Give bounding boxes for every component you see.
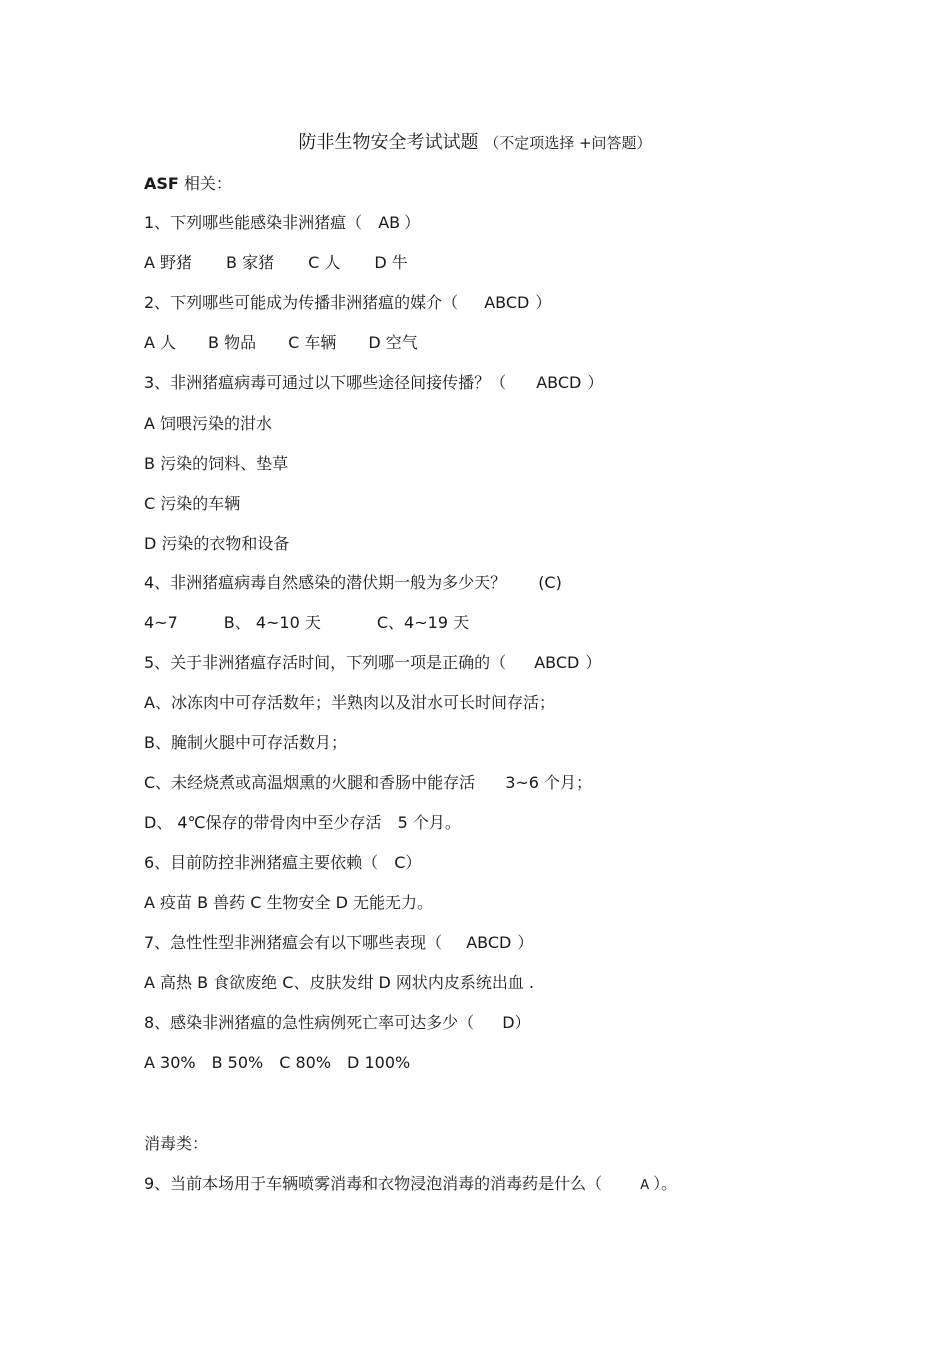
- section-asf-rest: 相关：: [178, 174, 232, 193]
- option: C、4~19 天: [376, 613, 470, 632]
- question-9: 9、当前本场用于车辆喷雾消毒和衣物浸泡消毒的消毒药是什么（ A ）。: [144, 1174, 678, 1193]
- question-stem: 4、非洲猪瘟病毒自然感染的潜伏期一般为多少天？: [144, 573, 507, 592]
- question-5-option-b: B、腌制火腿中可存活数月；: [144, 733, 347, 752]
- question-5: 5、关于非洲猪瘟存活时间，下列哪一项是正确的（ ABCD ）: [144, 653, 602, 672]
- option: C 人: [308, 253, 341, 272]
- question-stem: 5、关于非洲猪瘟存活时间，下列哪一项是正确的（: [144, 653, 507, 672]
- document-title: [0, 128, 950, 154]
- question-3-option-d: D 污染的衣物和设备: [144, 534, 290, 553]
- question-7: 7、急性性型非洲猪瘟会有以下哪些表现（ ABCD ）: [144, 933, 534, 952]
- option: D 100%: [347, 1053, 411, 1072]
- question-answer: ABCD: [484, 293, 530, 312]
- question-answer: ABCD: [536, 373, 582, 392]
- question-5-option-c: C、未经烧煮或高温烟熏的火腿和香肠中能存活 3~6 个月；: [144, 773, 593, 792]
- question-stem: 8、感染非洲猪瘟的急性病例死亡率可达多少（: [144, 1013, 475, 1032]
- option: A 野猪: [144, 253, 193, 272]
- question-6: 6、目前防控非洲猪瘟主要依赖（ C）: [144, 853, 422, 872]
- question-answer: D: [502, 1013, 515, 1032]
- option: A 30%: [144, 1053, 196, 1072]
- option: D 牛: [374, 253, 408, 272]
- option: D 空气: [368, 333, 418, 352]
- question-stem: 1、下列哪些能感染非洲猪瘟（: [144, 213, 363, 232]
- title-main: 防非生物安全考试试题: [298, 132, 479, 153]
- question-5-option-a: A、冰冻肉中可存活数年；半熟肉以及泔水可长时间存活；: [144, 693, 555, 712]
- question-stem: 2、下列哪些可能成为传播非洲猪瘟的媒介（: [144, 293, 459, 312]
- question-8: 8、感染非洲猪瘟的急性病例死亡率可达多少（ D）: [144, 1013, 531, 1032]
- question-5-option-d: D、 4℃保存的带骨肉中至少存活 5 个月。: [144, 813, 461, 832]
- question-answer: C: [394, 853, 406, 872]
- question-3-option-a: A 饲喂污染的泔水: [144, 414, 273, 433]
- question-6-options: A 疫苗 B 兽药 C 生物安全 D 无能无力。: [144, 893, 434, 912]
- question-1-options: [144, 252, 408, 274]
- question-4: [144, 572, 562, 594]
- option: A 人: [144, 333, 177, 352]
- question-1: 1、下列哪些能感染非洲猪瘟（ AB ）: [144, 213, 421, 232]
- question-stem: 9、当前本场用于车辆喷雾消毒和衣物浸泡消毒的消毒药是什么（: [144, 1174, 603, 1193]
- question-7-options: A 高热 B 食欲废绝 C、皮肤发绀 D 网状内皮系统出血 .: [144, 973, 535, 992]
- question-answer: A: [640, 1178, 650, 1193]
- question-stem: 3、非洲猪瘟病毒可通过以下哪些途径间接传播？（: [144, 373, 507, 392]
- option: B 家猪: [226, 253, 275, 272]
- option: B 50%: [211, 1053, 264, 1072]
- question-stem: 6、目前防控非洲猪瘟主要依赖（: [144, 853, 379, 872]
- option: 4~7: [144, 613, 178, 632]
- section-heading-disinfect: 消毒类：: [144, 1134, 209, 1153]
- section-asf-bold: ASF: [144, 174, 179, 193]
- option: C 80%: [279, 1053, 332, 1072]
- question-4-options: [144, 612, 469, 634]
- question-answer: AB: [378, 213, 401, 232]
- question-2: 2、下列哪些可能成为传播非洲猪瘟的媒介（ ABCD ）: [144, 293, 552, 312]
- question-stem: 7、急性性型非洲猪瘟会有以下哪些表现（: [144, 933, 443, 952]
- option: B 物品: [208, 333, 257, 352]
- title-subtitle: （不定项选择 +问答题）: [484, 134, 652, 152]
- option: B、 4~10 天: [223, 613, 321, 632]
- question-3-option-b: B 污染的饲料、垫草: [144, 454, 289, 473]
- question-3: 3、非洲猪瘟病毒可通过以下哪些途径间接传播？（ ABCD ）: [144, 373, 604, 392]
- question-3-option-c: C 污染的车辆: [144, 494, 241, 513]
- option: C 车辆: [288, 333, 337, 352]
- question-answer: (C): [538, 573, 562, 592]
- question-answer: ABCD: [534, 653, 580, 672]
- section-heading-asf: [144, 173, 232, 195]
- question-8-options: [144, 1052, 410, 1074]
- question-2-options: [144, 332, 418, 354]
- question-answer: ABCD: [466, 933, 512, 952]
